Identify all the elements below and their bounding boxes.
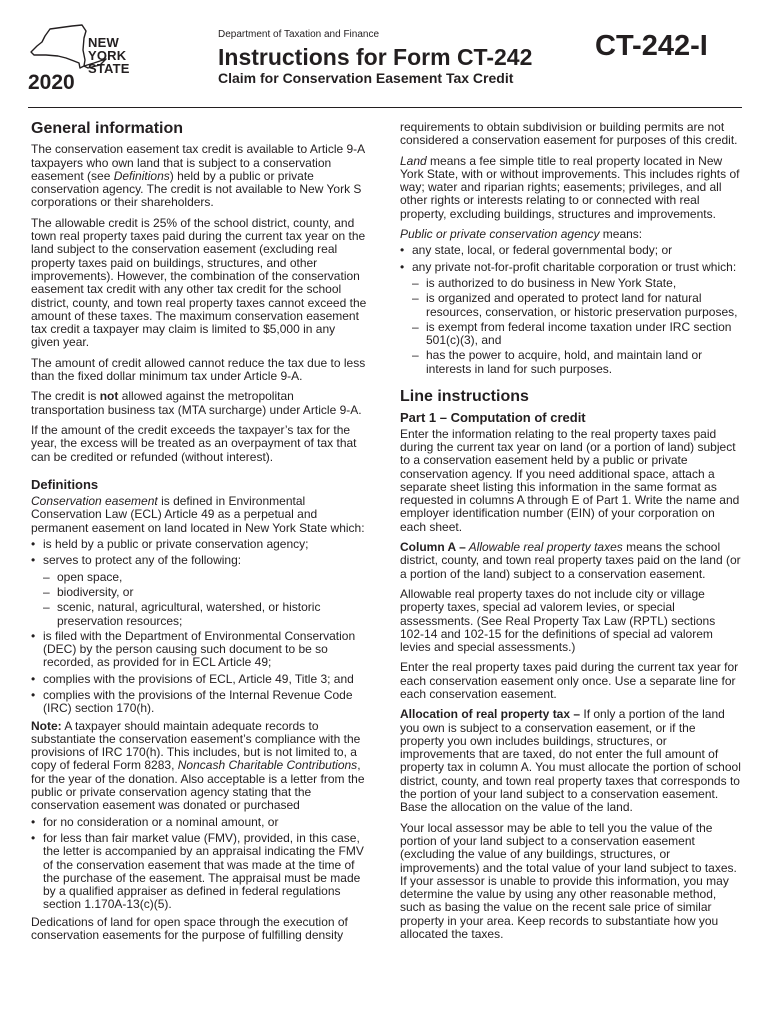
dedications-paragraph: Dedications of land for open space through the execution of conservation easements for the purpose of fulfilling density xyxy=(31,914,348,943)
state-name-line2: YORK xyxy=(88,48,127,63)
list-item: – biodiversity, or xyxy=(31,586,367,599)
line-instructions-heading: Line instructions xyxy=(400,388,529,406)
term: Conservation easement xyxy=(31,494,158,509)
text: means: xyxy=(599,227,643,242)
term: Allowable real property taxes xyxy=(465,540,623,555)
list-item: – scenic, natural, agricultural, watershed, or historic preservation resources; xyxy=(31,601,367,628)
list-item: • any private not-for-profit charitable corporation or trust which: xyxy=(400,261,742,274)
part1-paragraph: Enter the information relating to the real property taxes paid during the current tax year on land (or a portion of land) subject to a conservation easement held by a public or private conservation agency. If you need additional space, attach a separate sheet listing this information in the same format as requested in columns A through E of Part 1. Write the name and employer identification number (EIN) of your corporation on each sheet. xyxy=(400,426,740,534)
list-item: • any state, local, or federal governmental body; or xyxy=(400,244,742,257)
list-item: – is exempt from federal income taxation under IRC section 501(c)(3), and xyxy=(400,321,742,348)
text: A taxpayer should maintain adequate records to substantiate the conservation easement’s compliance with the provisions of IRC 170(h). This includes, but is not limited to, a copy of federal Form 8283, xyxy=(31,718,361,773)
definitions-reference: Definitions xyxy=(113,168,170,183)
general-information-heading: General information xyxy=(31,120,184,137)
assessor-paragraph: Your local assessor may be able to tell you the value of the portion of your land subject to a conservation easement (excluding the value of any buildings, structures, or improvements) and the total value of your land subject to taxes. If your assessor is unable to provide this information, you may determine the value by using any other reasonable method, such as basing the value on the recent sale price of similar property in your area. Keep records to substantiate how you allocated the taxes. xyxy=(400,820,737,942)
page-subtitle: Claim for Conservation Easement Tax Credit xyxy=(218,70,514,86)
nys-logo xyxy=(28,22,148,96)
text: The conservation easement tax credit is available to Article 9-A taxpayers who own land that is subject to a conservation easement (see xyxy=(31,142,365,183)
text: means the school district, county, and town real property taxes paid on the land (or a portion of the land) subject to a conservation easement. xyxy=(400,540,741,581)
allocation-paragraph xyxy=(400,708,742,814)
list-item: • is held by a public or private conservation agency; xyxy=(31,538,367,551)
enter-taxes-paragraph: Enter the real property taxes paid during the current tax year for each conservation easement only once. Use a separate line for each conservation easement. xyxy=(400,660,739,701)
term: Land xyxy=(400,153,427,168)
general-paragraph-4 xyxy=(31,390,367,417)
list-item: • for less than fair market value (FMV), provided, in this case, the letter is accompanied by an appraisal indicating the FMV of the conservation easement that was made at the time of the purchase of the easement. The appraisal must be made by a qualified appraiser as defined in federal regulations section 1.170A-13(c)(5). xyxy=(31,832,367,912)
text: The credit is xyxy=(31,389,100,404)
list-item: • for no consideration or a nominal amount, or xyxy=(31,816,367,829)
list-item: • complies with the provisions of the Internal Revenue Code (IRC) section 170(h). xyxy=(31,689,367,716)
dedications-paragraph-continued: requirements to obtain subdivision or building permits are not considered a conservation easement for purposes of this credit. xyxy=(400,120,738,148)
department-name: Department of Taxation and Finance xyxy=(218,29,380,40)
allocation-label: Allocation of real property tax – xyxy=(400,707,581,722)
easement-criteria-list xyxy=(31,538,367,716)
general-paragraph-2: The allowable credit is 25% of the school district, county, and town real property taxes paid during the current tax year on the land subject to the conservation easement (excluding real property taxes paid on buildings, structures, and other improvements). However, the combination of the conservation easement tax credit with any other tax credit for the school district, county, and town real property taxes cannot exceed the amount of these taxes. The maximum conservation easement tax credit a taxpayer may claim is limited to $5,000 in any given year. xyxy=(31,215,367,350)
conservation-easement-definition xyxy=(31,495,367,535)
state-name xyxy=(88,36,130,75)
text: means a fee simple title to real property located in New York State, with or without improvements. This includes rights of way; water and riparian rights; easements; privileges, and all other rights or interests relating to or connected with real property, excluding buildings, structures and improvements. xyxy=(400,153,740,221)
form-number: CT-242-I xyxy=(595,30,708,62)
agency-definition xyxy=(400,228,742,241)
right-column xyxy=(400,121,742,948)
general-paragraph-3: The amount of credit allowed cannot reduce the tax due to less than the fixed dollar minimum tax under Article 9-A. xyxy=(31,355,366,384)
land-definition xyxy=(400,155,742,221)
note-list xyxy=(31,816,367,912)
part1-heading: Part 1 – Computation of credit xyxy=(400,410,586,426)
text: If only a portion of the land you own is subject to a conservation easement, or if the property you own includes buildings, structures, or improvements that are taxed, do not enter the full amount of property tax in column A. You must allocate the portion of school district, county, and town real property taxes that corresponds to the portion of your land subject to a conservation easement. Base the allocation on the value of the land. xyxy=(400,707,741,815)
left-column xyxy=(31,122,367,949)
text: , for the year of the donation. Also acceptable is a letter from the public or private conservation agency stating that the conservation easement was donated or purchased xyxy=(31,758,365,813)
text: ) held by a public or private conservation agency. The credit is not available to New York S corporations or their shareholders. xyxy=(31,168,362,210)
list-item: – is organized and operated to protect land for natural resources, conservation, or historic preservation purposes, xyxy=(400,292,742,319)
list-item: – is authorized to do business in New York State, xyxy=(400,277,742,290)
list-item: – open space, xyxy=(31,571,367,584)
list-item: – has the power to acquire, hold, and maintain land or interests in land for such purposes. xyxy=(400,349,742,376)
page-title: Instructions for Form CT-242 xyxy=(218,44,533,70)
state-name-line3: STATE xyxy=(88,61,130,76)
list-item: • serves to protect any of the following: xyxy=(31,554,367,567)
definitions-heading: Definitions xyxy=(31,476,99,492)
list-item: • is filed with the Department of Environmental Conservation (DEC) by the person causing such document to be so recorded, as provided for in ECL Article 49; xyxy=(31,630,367,670)
text: allowed against the metropolitan transportation business tax (MTA surcharge) under Article 9-A. xyxy=(31,389,362,417)
column-label: Column A – xyxy=(400,540,466,555)
text: is defined in Environmental Conservation Law (ECL) Article 49 as a perpetual and permanent easement on land located in New York State which: xyxy=(31,494,365,535)
column-a-paragraph xyxy=(400,541,742,581)
agency-list xyxy=(400,244,742,376)
form-name: Noncash Charitable Contributions xyxy=(177,758,358,773)
header-divider xyxy=(28,107,742,108)
emphasis: not xyxy=(99,389,119,404)
general-paragraph-5: If the amount of the credit exceeds the taxpayer’s tax for the year, the excess will be treated as an overpayment of tax that can be credited or refunded (without interest). xyxy=(31,422,357,464)
term: Public or private conservation agency xyxy=(400,227,600,242)
note-label: Note: xyxy=(31,718,62,733)
note-paragraph xyxy=(31,720,367,813)
allowable-taxes-paragraph: Allowable real property taxes do not include city or village property taxes, special ad valorem levies, or special assessments. (See Real Property Tax Law (RPTL) sections 102-14 and 102-15 for the definitions of special ad valorem levies and special assessments.) xyxy=(400,586,716,655)
state-name-line1: NEW xyxy=(88,35,119,50)
form-year: 2020 xyxy=(28,71,75,94)
list-item: • complies with the provisions of ECL, Article 49, Title 3; and xyxy=(31,673,367,686)
general-paragraph-1 xyxy=(31,143,367,209)
